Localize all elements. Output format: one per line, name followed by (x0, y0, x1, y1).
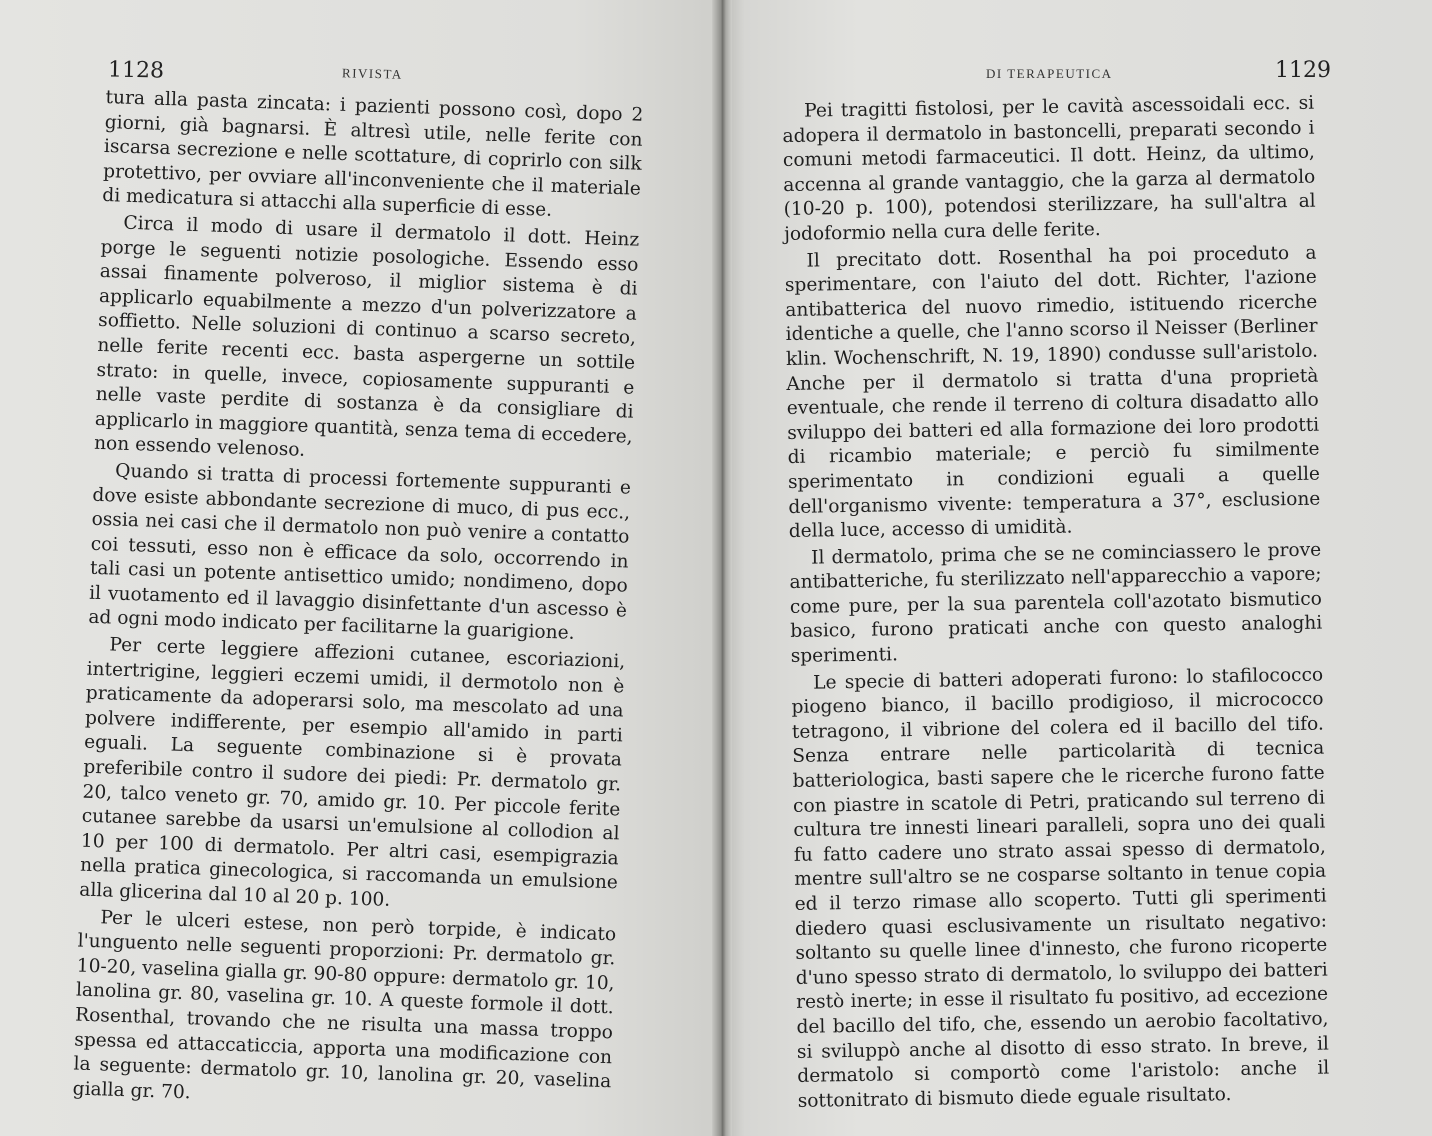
page-body (782, 92, 1330, 1117)
page-body (72, 86, 643, 1122)
right-page (730, 0, 1432, 1136)
paragraph: Il precitato dott. Rosenthal ha poi proceduto a sperimentare, con l'aiuto del dott. Richter, l'azione antibatterica del nuovo rimedio, istituendo ricerche identiche a quelle, che l'anno scorso il Neisser (Berliner klin. Wochenschrift, N. 19, 1890) condusse sull'aristolo. Anche per il dermatolo si tratta d'una proprietà eventuale, che rende il terreno di coltura disadatto allo sviluppo dei batteri ed alla formazione dei loro prodotti di ricambio materiale; e perciò fu similmente sperimentato in condizioni eguali a quelle dell'organismo vivente: temperatura a 37°, esclusione della luce, accesso di umidità. (784, 242, 1321, 543)
running-head: RIVISTA (341, 65, 403, 82)
paragraph: Per certe leggiere affezioni cutanee, escoriazioni, intertrigine, leggieri eczemi umidi, il dermotolo non è praticamente da adoperarsi solo, ma mescolato ad una polvere indifferente, per esempio all'amido in parti eguali. La seguente combinazione si è provata preferibile contro il sudore dei piedi: Pr. dermatolo gr. 20, talco veneto gr. 70, amido gr. 10. Per piccole ferite cutanee sarebbe da usarsi un'emulsione al collodion al 10 per 100 di dermatolo. Per altri casi, esempigrazia nella pratica ginecologica, si raccomanda un emulsione alla glicerina dal 10 al 20 p. 100. (78, 634, 626, 911)
paragraph: Pei tragitti fistolosi, per le cavità ascessoidali ecc. si adopera il dermatolo in bastoncelli, preparati secondo i comuni metodi farmaceutici. Il dott. Heinz, da ultimo, accenna al grande vantaggio, che la garza al dermatolo (10-20 p. 100), potendosi sterilizzare, ha sull'altra al jodoformio nella cura delle ferite. (782, 92, 1316, 245)
paragraph: Per le ulceri estese, non però torpide, è indicato l'unguento nelle seguenti proporzioni: Pr. dermatolo gr. 10-20, vaselina gialla gr. 90-80 oppure: dermatolo gr. 10, lanolina gr. 80, vaselina gr. 10. A queste formole il dott. Rosenthal, trovando che ne risulta una massa troppo spessa ed attaccaticcia, apporta una modificazione con la seguente: dermatolo gr. 10, lanolina gr. 20, vaselina gialla gr. 70. (72, 906, 617, 1104)
paragraph: Circa il modo di usare il dermatolo il dott. Heinz porge le seguenti notizie posologiche. Essendo esso assai finamente polveroso, il miglior sistema è di applicarlo equabilmente a mezzo d'un polverizzatore a soffietto. Nelle soluzioni di continuo a scarso secreto, nelle ferite recenti ecc. basta aspergerne un sottile strato: in quelle, invece, copiosamente suppuranti e nelle vaste perdite di sostanza è da consigliare di applicarlo in maggiore quantità, senza tema di eccedere, non essendo velenoso. (93, 212, 640, 462)
running-head: DI TERAPEUTICA (986, 66, 1113, 81)
paragraph: tura alla pasta zincata: i pazienti possono così, dopo 2 giorni, già bagnarsi. È altresì utile, nelle ferite con iscarsa secrezione e nelle scottature, di coprirlo con silk protettivo, per ovviare all'inconveniente che il materiale di medicatura si attacchi alla superficie di esse. (102, 86, 644, 222)
page-number: 1129 (1275, 58, 1331, 83)
book-gutter (712, 0, 732, 1136)
paragraph: Le specie di batteri adoperati furono: lo stafilococco piogeno bianco, il bacillo prodigioso, il micrococco tetragono, il vibrione del colera ed il bacillo del tifo. Senza entrare nelle particolarità di tecnica batteriologica, basti sapere che le ricerche furono fatte con piastre in scatole di Petri, praticando sul terreno di cultura tre innesti lineari paralleli, sopra uno dei quali fu fatto cadere uno strato assai spesso di dermatolo, mentre sull'altro se ne cosparse soltanto in tenue copia ed il terzo rimase allo scoperto. Tutti gli sperimenti diedero quasi esclusivamente un risultato negativo: soltanto su quelle linee d'innesto, che furono ricoperte d'uno spesso strato di dermatolo, lo sviluppo dei batteri restò inerte; in esse il risultato fu positivo, ad eccezione del bacillo del tifo, che, essendo un aerobio facoltativo, si sviluppò anche al disotto di esso strato. In breve, il dermatolo si comportò come l'aristolo: anche il sottonitrato di bismuto diede eguale risultato. (791, 664, 1330, 1112)
page-number: 1128 (107, 57, 165, 84)
paragraph: Quando si tratta di processi fortemente suppuranti e dove esiste abbondante secrezione di muco, di pus ecc., ossia nei casi che il dermatolo non può venire a contatto coi tessuti, esso non è efficace da solo, occorrendo in tali casi un potente antisettico umido; nondimeno, dopo il vuotamento ed il lavaggio disinfettante d'un ascesso è ad ogni modo indicato per facilitarne la guarigione. (88, 460, 632, 645)
paragraph: Il dermatolo, prima che se ne cominciassero le prove antibatteriche, fu sterilizzato nell'apparecchio a vapore; come pure, per la sua parentela coll'azotato bismutico basico, furono praticati anche con questo analoghi sperimenti. (789, 539, 1323, 667)
